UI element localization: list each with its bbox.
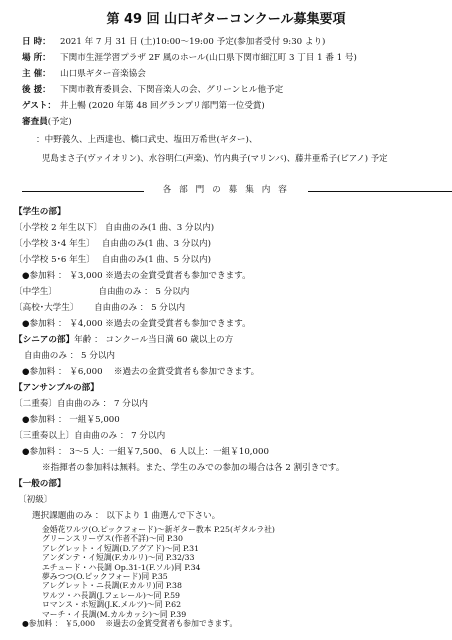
date-row xyxy=(22,38,325,47)
general-fee: ●参加料 ： ￥5,000 ※過去の金賞受賞者も参加できます。 xyxy=(22,619,238,628)
support-label: 後 援： xyxy=(22,85,51,95)
piece-item: アレグレット・イ短調(D.アグアド)～同 P.31 xyxy=(42,543,200,553)
ensemble-fee-2: ●参加料 ： 3～5 人：一組￥7,500、 6 人以上：一組￥10,000 xyxy=(22,447,269,457)
senior-fee: ●参加料 ： ￥6,000 ※過去の金賞受賞者も参加できます。 xyxy=(22,367,260,377)
piece-item: 金婚花ワルツ(O.ピックフォード)～新ギター教本 P.25(ギタルラ社) xyxy=(42,525,275,534)
section-divider xyxy=(22,186,452,196)
piece-item: グリーンスリーヴス(作者不詳)～同 P.30 xyxy=(42,534,183,544)
host-label: 主 催： xyxy=(22,69,51,79)
senior-age: 年齢 ： コンクール当日満 60 歳以上の方 xyxy=(74,335,234,345)
ensemble-heading: 【アンサンブルの部】 xyxy=(14,383,99,393)
piece-item: マーチ・イ長調(M.カルカッシ)～同 P.39 xyxy=(42,609,187,619)
student-row-2: 〔小学校 3･4 年生〕 自由曲のみ(1 曲、3 分以内) xyxy=(14,239,211,249)
student-fee-2: ●参加料 ： ￥4,000 ※過去の金賞受賞者も参加できます。 xyxy=(22,319,251,329)
judges-line-2: 児島まさ子(ヴァイオリン)、水谷明仁(声楽)、竹内典子(マリンバ)、藤井亜希子(ピアノ) 予定 xyxy=(42,153,388,163)
ensemble-fee-1: ●参加料 ： 一組￥5,000 xyxy=(22,415,120,425)
judges-line-1: ：中野義久、上西達也、橋口武史、塩田万希世(ギター)、 xyxy=(36,135,258,145)
divider-line-left xyxy=(22,191,144,192)
support-value: 下関市教育委員会、下関音楽人の会、グリーンヒル他予定 xyxy=(60,85,284,95)
piece-item: 夢みつつ(O.ピックフォード)同 P.35 xyxy=(42,572,168,581)
piece-item: アンダンテ・イ短調(F.カルリ)～同 P.32/33 xyxy=(42,553,195,563)
divider-line-right xyxy=(308,191,452,192)
piece-item: ロマンス・ホ短調(J.K.メルツ)～同 P.62 xyxy=(42,600,182,610)
date-value: 2021 年 7 月 31 日 (土)10:00～19:00 予定(参加者受付 9:30 より) xyxy=(60,37,326,47)
student-heading: 【学生の部】 xyxy=(14,207,66,217)
general-sub: 〔初級〕 xyxy=(18,495,53,505)
ensemble-note: ※指揮者の参加料は無料。また、学生のみでの参加の場合は各 2 割引きです。 xyxy=(42,463,345,473)
judges-label: 審査員 xyxy=(22,117,48,127)
place-row xyxy=(22,54,357,63)
piece-item: エチュード・ハ長調 Op.31-1(F.ソル)同 P.34 xyxy=(42,562,201,572)
guest-row xyxy=(22,102,265,111)
student-row-3: 〔小学校 5･6 年生〕 自由曲のみ(1 曲、5 分以内) xyxy=(14,255,211,265)
senior-heading: 【シニアの部】 xyxy=(14,335,75,345)
date-label: 日 時： xyxy=(22,37,51,47)
piece-item: ワルツ・ハ長調(J.フェレール)～同 P.59 xyxy=(42,590,181,600)
piece-item: アレグレット・ニ長調(F.カルリ)同 P.38 xyxy=(42,581,182,591)
student-fee-1: ●参加料 ： ￥3,000 ※過去の金賞受賞者も参加できます。 xyxy=(22,271,251,281)
page-title: 第 49 回 山口ギターコンクール募集要項 xyxy=(106,12,346,27)
judges-row xyxy=(22,118,72,127)
ensemble-row-2: 〔三重奏以上〕自由曲のみ ： 7 分以内 xyxy=(14,431,166,441)
student-row-4: 〔中学生〕 自由曲のみ ： 5 分以内 xyxy=(14,287,190,297)
student-row-5: 〔高校･大学生〕 自由曲のみ ： 5 分以内 xyxy=(14,303,186,313)
student-row-1: 〔小学校 2 年生以下〕 自由曲のみ(1 曲、3 分以内) xyxy=(14,223,215,233)
support-row xyxy=(22,86,283,95)
guest-label: ゲスト： xyxy=(22,101,57,111)
general-intro: 選択課題曲のみ ： 以下より 1 曲選んで下さい。 xyxy=(32,511,221,521)
place-value: 下関市生涯学習プラザ 2F 風のホール(山口県下関市細江町 3 丁目 1 番 1 号) xyxy=(60,53,357,63)
place-label: 場 所： xyxy=(22,53,51,63)
guest-value: 井上暢 (2020 年第 48 回グランプリ部門第一位受賞) xyxy=(60,101,265,111)
divider-title: 各 部 門 の 募 集 内 容 xyxy=(162,185,290,195)
host-value: 山口県ギター音楽協会 xyxy=(60,69,146,79)
senior-row-1: 自由曲のみ ： 5 分以内 xyxy=(24,351,116,361)
host-row xyxy=(22,70,146,79)
ensemble-row-1: 〔二重奏〕自由曲のみ ： 7 分以内 xyxy=(14,399,148,409)
judges-note: (予定) xyxy=(47,117,72,127)
senior-heading-row xyxy=(14,336,233,345)
general-heading: 【一般の部】 xyxy=(14,479,66,489)
